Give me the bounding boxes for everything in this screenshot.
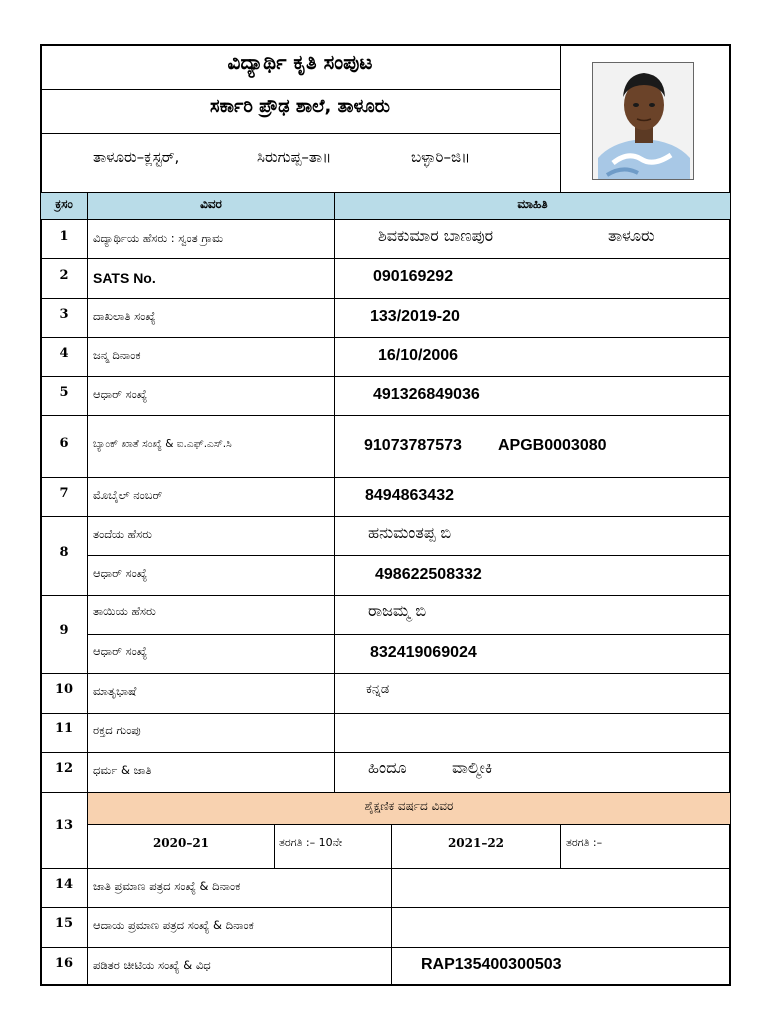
divider: [87, 555, 731, 556]
ifsc-value: APGB0003080: [498, 437, 607, 454]
mother-aadhaar-label: ಆಧಾರ್ ಸಂಖ್ಯೆ: [93, 644, 148, 658]
row-number: 10: [54, 682, 74, 697]
divider: [40, 947, 731, 948]
mother-tongue-value: ಕನ್ನಡ: [366, 682, 390, 697]
divider: [40, 415, 731, 416]
aadhaar-value: 491326849036: [373, 386, 480, 403]
row-number: 15: [54, 916, 74, 931]
divider: [40, 337, 731, 338]
academic-year-heading: ಶೈಕ್ಷಣಿಕ ವರ್ಷದ ವಿವರ: [364, 799, 454, 813]
birth-date-value: 16/10/2006: [378, 347, 459, 364]
divider: [274, 824, 275, 868]
divider: [40, 477, 731, 478]
father-aadhaar-value: 498622508332: [375, 566, 482, 583]
father-name-value: ಹನುಮಂತಪ್ಪ ಬಿ: [368, 523, 452, 542]
divider: [40, 907, 731, 908]
mother-name-label: ತಾಯಿಯ ಹೆಸರು: [93, 604, 156, 618]
divider: [87, 634, 731, 635]
income-certificate-label: ಆದಾಯ ಪ್ರಮಾಣ ಪತ್ರದ ಸಂಖ್ಯೆ & ದಿನಾಂಕ: [93, 918, 254, 932]
religion-caste-label: ಧರ್ಮ & ಜಾತಿ: [93, 763, 152, 777]
divider: [334, 192, 335, 792]
mother-tongue-label: ಮಾತೃಭಾಷೆ: [93, 684, 137, 698]
sats-value: 090169292: [373, 268, 454, 285]
admission-number-value: 133/2019-20: [370, 308, 460, 325]
mobile-label: ಮೊಬೈಲ್ ನಂಬರ್: [93, 488, 163, 502]
row-number: 13: [54, 818, 74, 833]
divider: [40, 89, 560, 90]
mother-aadhaar-value: 832419069024: [370, 644, 477, 661]
document-title: ವಿದ್ಯಾರ್ಥಿ ಕೃತಿ ಸಂಪುಟ: [227, 50, 373, 74]
row-number: 2: [59, 268, 69, 283]
row-number: 7: [59, 486, 69, 501]
row-number: 14: [54, 877, 74, 892]
religion-value: ಹಿಂದೂ: [368, 758, 407, 777]
divider: [560, 824, 561, 868]
caste-value: ವಾಲ್ಮೀಕಿ: [452, 758, 493, 777]
divider: [40, 713, 731, 714]
mobile-value: 8494863432: [365, 487, 454, 504]
row-number: 3: [59, 307, 69, 322]
divider: [40, 298, 731, 299]
father-aadhaar-label: ಆಧಾರ್ ಸಂಖ್ಯೆ: [93, 566, 148, 580]
student-name-value: ಶಿವಕುಮಾರ ಬಾಣಪುರ: [378, 226, 494, 245]
divider: [40, 219, 731, 220]
column-header-serial: ಕ್ರಸಂ: [55, 197, 73, 211]
row-number: 4: [59, 346, 69, 361]
class-1: ತರಗತಿ :– 10ನೇ: [279, 836, 343, 849]
divider: [40, 673, 731, 674]
row-number: 12: [54, 761, 74, 776]
mother-name-value: ರಾಜಮ್ಮ ಬಿ: [368, 601, 427, 620]
divider: [87, 824, 731, 825]
birth-date-label: ಜನ್ಮ ದಿನಾಂಕ: [93, 348, 141, 362]
student-photo: [592, 62, 694, 180]
divider: [40, 595, 731, 596]
admission-number-label: ದಾಖಲಾತಿ ಸಂಖ್ಯೆ: [93, 309, 156, 323]
school-name: ಸರ್ಕಾರಿ ಪ್ರೌಢ ಶಾಲೆ, ತಾಳೂರು: [210, 96, 390, 117]
row-number: 6: [59, 436, 69, 451]
district-name: ಬಳ್ಳಾರಿ–ಜಿ॥: [411, 148, 471, 166]
row-number: 5: [59, 385, 69, 400]
academic-year-2: 2021–22: [447, 836, 505, 850]
taluk-name: ಸಿರುಗುಪ್ಪ–ತಾ॥: [257, 148, 332, 166]
student-name-label: ವಿದ್ಯಾರ್ಥಿಯ ಹೆಸರು : ಸ್ವಂತ ಗ್ರಾಮ: [93, 231, 224, 245]
sats-label: SATS No.: [93, 270, 156, 286]
class-2: ತರಗತಿ :–: [566, 836, 603, 849]
divider: [40, 868, 731, 869]
divider: [40, 752, 731, 753]
father-name-label: ತಂದೆಯ ಹೆಸರು: [93, 527, 152, 541]
bank-account-value: 91073787573: [364, 437, 462, 454]
bank-account-label: ಬ್ಯಾಂಕ್ ಖಾತೆ ಸಂಖ್ಯೆ & ಐ.ಎಫ್.ಎಸ್.ಸಿ: [93, 438, 232, 450]
row-number: 8: [59, 545, 69, 560]
native-village-value: ತಾಳೂರು: [608, 226, 655, 245]
row-number: 9: [59, 623, 69, 638]
row-number: 16: [54, 956, 74, 971]
academic-year-1: 2020–21: [152, 836, 210, 850]
column-header-info: ಮಾಹಿತಿ: [517, 197, 548, 211]
divider: [40, 516, 731, 517]
ration-card-label: ಪಡಿತರ ಚೀಟಿಯ ಸಂಖ್ಯೆ & ವಿಧ: [93, 958, 211, 972]
divider: [87, 192, 88, 986]
aadhaar-label: ಆಧಾರ್ ಸಂಖ್ಯೆ: [93, 387, 148, 401]
row-number: 11: [54, 721, 74, 736]
ration-card-value: RAP135400300503: [421, 956, 562, 973]
cluster-name: ತಾಳೂರು–ಕ್ಲಸ್ಟರ್,: [93, 148, 180, 166]
divider: [40, 133, 560, 134]
column-header-detail: ವಿವರ: [200, 197, 222, 211]
student-photo-image: [593, 63, 694, 180]
divider: [40, 258, 731, 259]
divider: [560, 44, 561, 192]
row-number: 1: [59, 229, 69, 244]
caste-certificate-label: ಜಾತಿ ಪ್ರಮಾಣ ಪತ್ರದ ಸಂಖ್ಯೆ & ದಿನಾಂಕ: [93, 879, 241, 893]
divider: [40, 376, 731, 377]
divider: [40, 192, 731, 193]
blood-group-label: ರಕ್ತದ ಗುಂಪು: [93, 723, 141, 737]
